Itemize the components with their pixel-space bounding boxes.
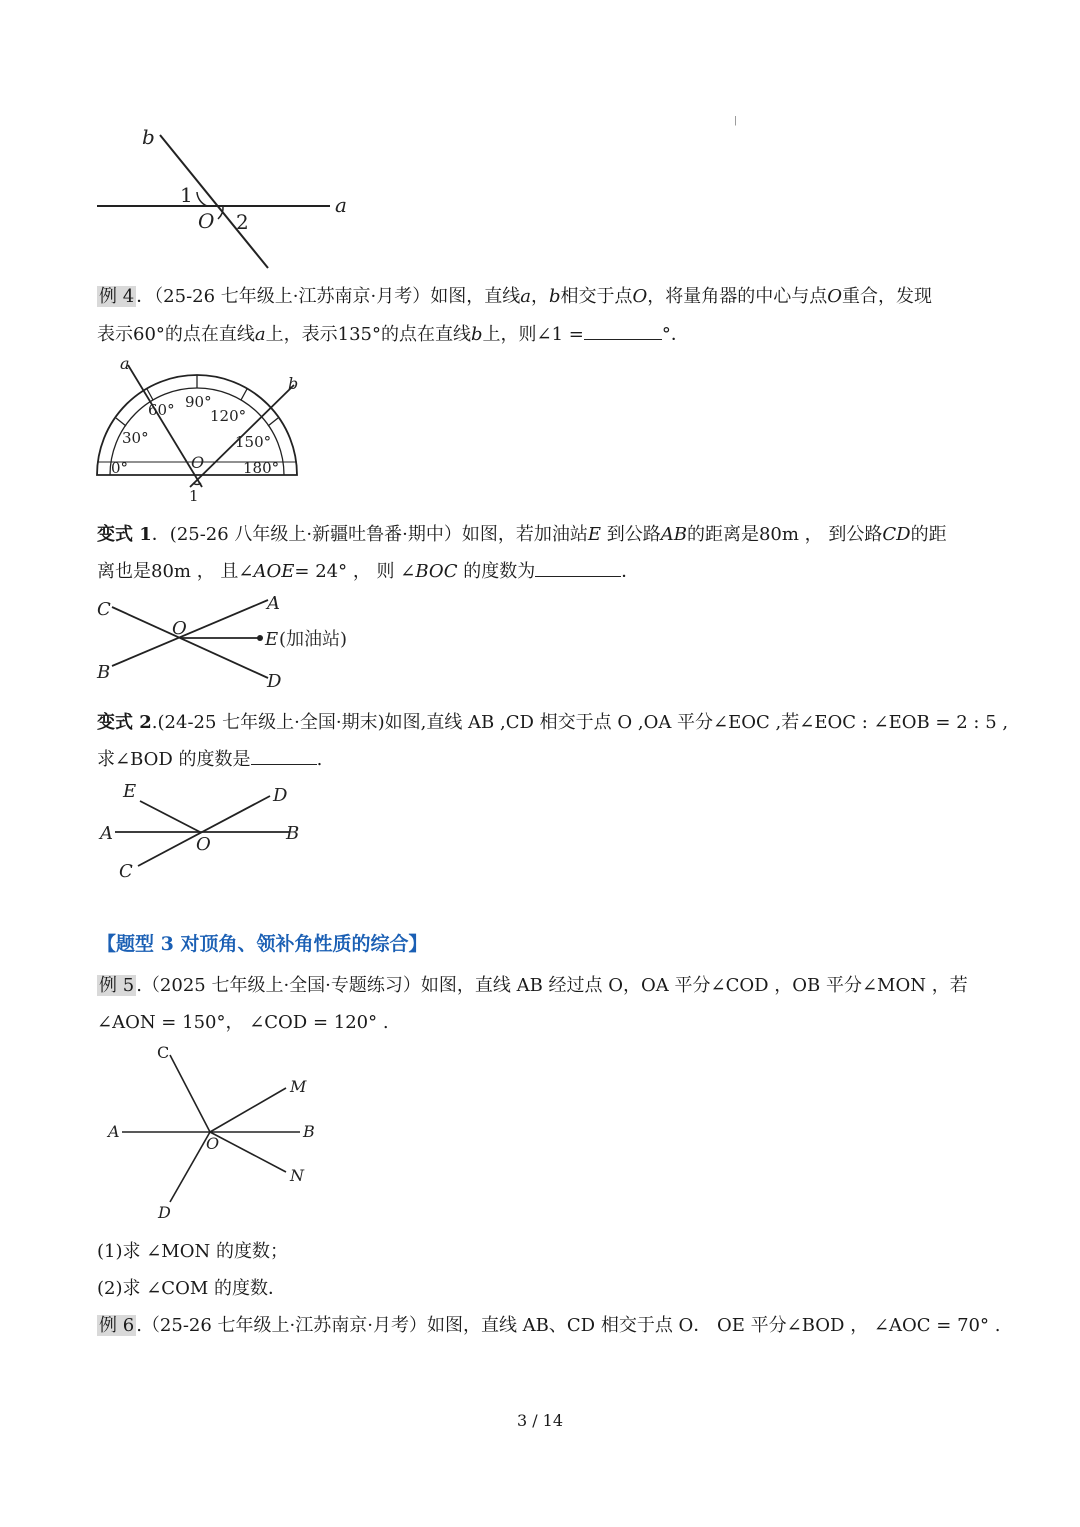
svg-text:D: D: [267, 671, 282, 692]
line-cd: [112, 607, 268, 678]
line-cd: [138, 796, 270, 866]
label-b: b: [288, 374, 299, 393]
label-a: a: [335, 193, 347, 217]
page-number: 3 / 14: [516, 1411, 564, 1430]
label-a: a: [120, 354, 130, 373]
svg-text:D: D: [158, 1203, 171, 1222]
svg-text:D: D: [273, 785, 288, 806]
label-1: 1: [189, 487, 199, 505]
answer-blank[interactable]: [251, 748, 317, 765]
example-5-line-2: ∠AON = 150°， ∠COD = 120° .: [97, 1012, 389, 1033]
example-4-line-2: 表示60°的点在直线a上，表示135°的点在直线b上，则∠1 = °．: [97, 324, 689, 345]
label-2: 2: [236, 210, 249, 234]
figure-protractor: [90, 355, 310, 505]
svg-text:B: B: [286, 823, 300, 844]
ray-oc: [170, 1055, 210, 1132]
svg-text:O: O: [196, 834, 211, 855]
example-5-line-1: 例 5 .（2025 七年级上·全国·专题练习）如图，直线 AB 经过点 O，OA 平分∠COD ，OB 平分∠MON ，若: [99, 975, 968, 996]
example-5-label: 例 5: [99, 975, 135, 996]
variant-2-label: 变式 2: [97, 712, 152, 733]
ray-od: [170, 1132, 210, 1202]
station-point: [257, 635, 263, 641]
svg-text:N: N: [290, 1166, 304, 1185]
label-o: O: [191, 453, 205, 472]
section-heading: 【题型 3 对顶角、领补角性质的综合】: [97, 933, 428, 955]
svg-text:O: O: [206, 1134, 220, 1153]
figure-lines-ab: [90, 120, 360, 280]
angle-1-arc: [197, 192, 207, 206]
svg-text:M: M: [290, 1077, 307, 1096]
label-o: O: [198, 209, 215, 233]
svg-text:0°: 0°: [111, 459, 129, 477]
ray-oe: [140, 801, 200, 832]
example-6-label: 例 6: [99, 1315, 135, 1336]
variant-2-line-2: 求∠BOD 的度数是 .: [97, 749, 323, 770]
svg-text:60°: 60°: [148, 401, 175, 419]
header-mark: |: [734, 116, 738, 126]
svg-text:A: A: [108, 1122, 120, 1141]
svg-text:30°: 30°: [122, 429, 149, 447]
svg-text:C: C: [97, 599, 111, 620]
svg-text:C: C: [157, 1043, 170, 1062]
svg-text:150°: 150°: [235, 433, 272, 451]
question-1: (1)求 ∠MON 的度数；: [97, 1241, 288, 1262]
ray-on: [210, 1132, 286, 1172]
svg-text:90°: 90°: [185, 393, 212, 411]
variant-2-line-1: 变式 2.(24-25 七年级上·全国·期末)如图,直线 AB ,CD 相交于点 O ,OA 平分∠EOC ,若∠EOC : ∠EOB = 2 : 5 ,: [97, 712, 1009, 733]
svg-text:B: B: [303, 1122, 315, 1141]
svg-text:O: O: [172, 618, 187, 639]
svg-text:A: A: [267, 593, 280, 614]
example-4-line-1: 例 4 ．（25-26 七年级上·江苏南京·月考）如图，直线a，b相交于点O，将量角器的中心与点O重合，发现: [99, 286, 933, 307]
variant-1-label: 变式 1: [97, 524, 152, 545]
label-b: b: [142, 125, 155, 149]
svg-text:B: B: [97, 662, 111, 683]
svg-text:E: E: [265, 629, 279, 650]
figure-com: [100, 1040, 330, 1225]
figure-roads: [90, 588, 390, 698]
svg-text:180°: 180°: [243, 459, 280, 477]
svg-text:(加油站): (加油站): [279, 629, 348, 650]
example-6-line-1: 例 6 .（25-26 七年级上·江苏南京·月考）如图，直线 AB、CD 相交于点 O． OE 平分∠BOD ， ∠AOC = 70° .: [99, 1315, 1001, 1336]
ray-om: [210, 1088, 286, 1132]
line-b: [160, 135, 268, 268]
figure-aob: [90, 778, 320, 888]
variant-1-line-1: 变式 1．(25-26 八年级上·新疆吐鲁番·期中）如图，若加油站E 到公路AB的距离是80m ， 到公路CD的距: [97, 524, 947, 545]
variant-1-line-2: 离也是80m ， 且∠AOE= 24° ， 则 ∠BOC 的度数为 ．: [97, 561, 640, 582]
question-2: (2)求 ∠COM 的度数．: [97, 1278, 286, 1299]
svg-text:E: E: [123, 781, 137, 802]
line-ab: [112, 600, 268, 666]
answer-blank[interactable]: [584, 323, 662, 340]
svg-text:A: A: [100, 823, 113, 844]
svg-text:C: C: [119, 861, 133, 882]
answer-blank[interactable]: [535, 560, 621, 577]
svg-text:120°: 120°: [210, 407, 247, 425]
example-4-label: 例 4: [99, 286, 135, 307]
label-1: 1: [180, 183, 193, 207]
